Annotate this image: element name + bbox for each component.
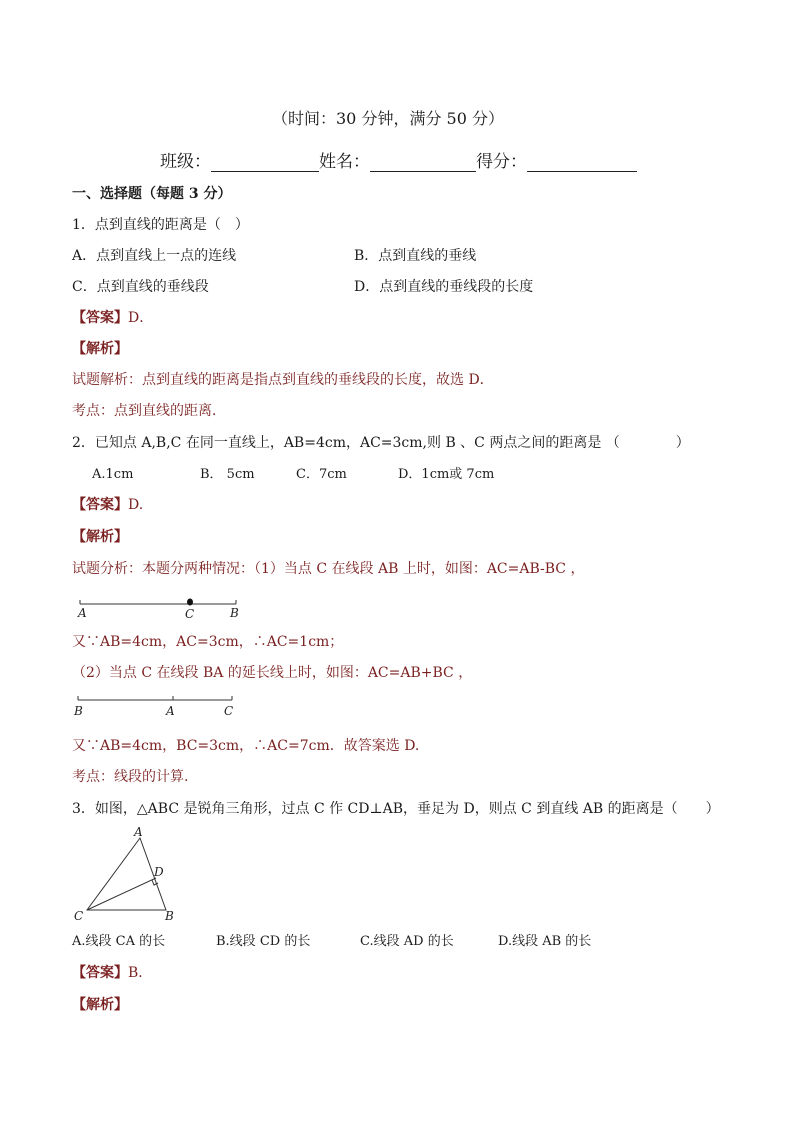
q1-kaodian: 考点：点到直线的距离． xyxy=(72,403,226,419)
fig3-label-c: C xyxy=(74,909,84,923)
q2-option-c: C．7cm xyxy=(296,467,347,482)
q1-answer-line xyxy=(72,309,153,327)
q3-answer: B． xyxy=(128,965,153,981)
q2-option-a: A.1cm xyxy=(92,467,134,482)
fig3-label-b: B xyxy=(165,909,174,923)
fig3-label-a: A xyxy=(134,825,143,839)
class-label: 班级： xyxy=(160,152,211,172)
fig2-label-b: B xyxy=(74,704,83,718)
q2-option-d: D．1cm或 7cm xyxy=(398,467,495,482)
q3-option-d: D.线段 AB 的长 xyxy=(498,934,592,949)
time-note: （时间：30 分钟，满分 50 分） xyxy=(272,109,504,128)
name-blank[interactable] xyxy=(370,153,476,172)
analysis-tag: 【解析】 xyxy=(72,997,128,1013)
q2-answer-line xyxy=(72,496,143,514)
q2-analysis-3: （2）当点 C 在线段 BA 的延长线上时，如图：AC=AB+BC ， xyxy=(72,665,473,681)
answer-tag: 【答案】 xyxy=(72,310,128,326)
fig2-label-c: C xyxy=(224,704,234,718)
q1-answer: D． xyxy=(128,310,154,326)
fig1-label-b: B xyxy=(230,606,239,620)
fig3-label-d: D xyxy=(154,865,164,879)
q1-stem: 1．点到直线的距离是（ ） xyxy=(72,217,249,233)
q3-stem: 3．如图，△ABC 是锐角三角形，过点 C 作 CD⊥AB，垂足为 D，则点 C 到直线 AB 的距离是（ ） xyxy=(72,801,720,817)
q3-answer-line xyxy=(72,964,152,982)
fig2-label-a: A xyxy=(166,704,175,718)
analysis-tag: 【解析】 xyxy=(72,529,128,545)
altitude-cd xyxy=(87,878,156,910)
q2-analysis-4: 又∵AB=4cm，BC=3cm，∴AC=7cm．故答案选 D. xyxy=(72,738,420,754)
q1-option-c: C．点到直线的垂线段 xyxy=(72,279,209,295)
q1-option-a: A．点到直线上一点的连线 xyxy=(72,248,237,264)
q2-option-b: B． 5cm xyxy=(200,467,255,482)
q3-option-a: A.线段 CA 的长 xyxy=(72,934,166,949)
fig1-label-c: C xyxy=(185,607,195,621)
q2-analysis-2: 又∵AB=4cm，AC=3cm，∴AC=1cm； xyxy=(72,634,344,650)
q1-analysis: 试题解析：点到直线的距离是指点到直线的垂线段的长度，故选 D． xyxy=(72,372,494,388)
class-blank[interactable] xyxy=(211,153,319,172)
info-line xyxy=(160,147,637,172)
triangle-figure xyxy=(70,824,190,926)
point-c-dot xyxy=(187,599,193,606)
q2-stem: 2．已知点 A,B,C 在同一直线上，AB=4cm，AC=3cm,则 B 、C 两点之间的距离是 （ ） xyxy=(72,435,690,451)
section-title: 一、选择题（每题 3 分） xyxy=(72,186,232,202)
segment-figure-1 xyxy=(74,594,244,624)
segment-figure-2 xyxy=(72,692,242,722)
q2-answer: D. xyxy=(128,497,144,513)
answer-tag: 【答案】 xyxy=(72,497,128,513)
analysis-tag: 【解析】 xyxy=(72,341,128,357)
score-blank[interactable] xyxy=(527,153,637,172)
name-label: 姓名： xyxy=(319,152,370,172)
q2-kaodian: 考点：线段的计算. xyxy=(72,769,189,785)
fig1-label-a: A xyxy=(78,606,87,620)
q2-analysis-1: 试题分析：本题分两种情况：（1）当点 C 在线段 AB 上时，如图：AC=AB-BC ， xyxy=(72,561,585,577)
q3-option-b: B.线段 CD 的长 xyxy=(216,934,311,949)
q1-option-d: D．点到直线的垂线段的长度 xyxy=(354,279,534,295)
answer-tag: 【答案】 xyxy=(72,965,128,981)
score-label: 得分： xyxy=(476,152,527,172)
q3-option-c: C.线段 AD 的长 xyxy=(360,934,454,949)
q1-option-b: B．点到直线的垂线 xyxy=(354,248,477,264)
